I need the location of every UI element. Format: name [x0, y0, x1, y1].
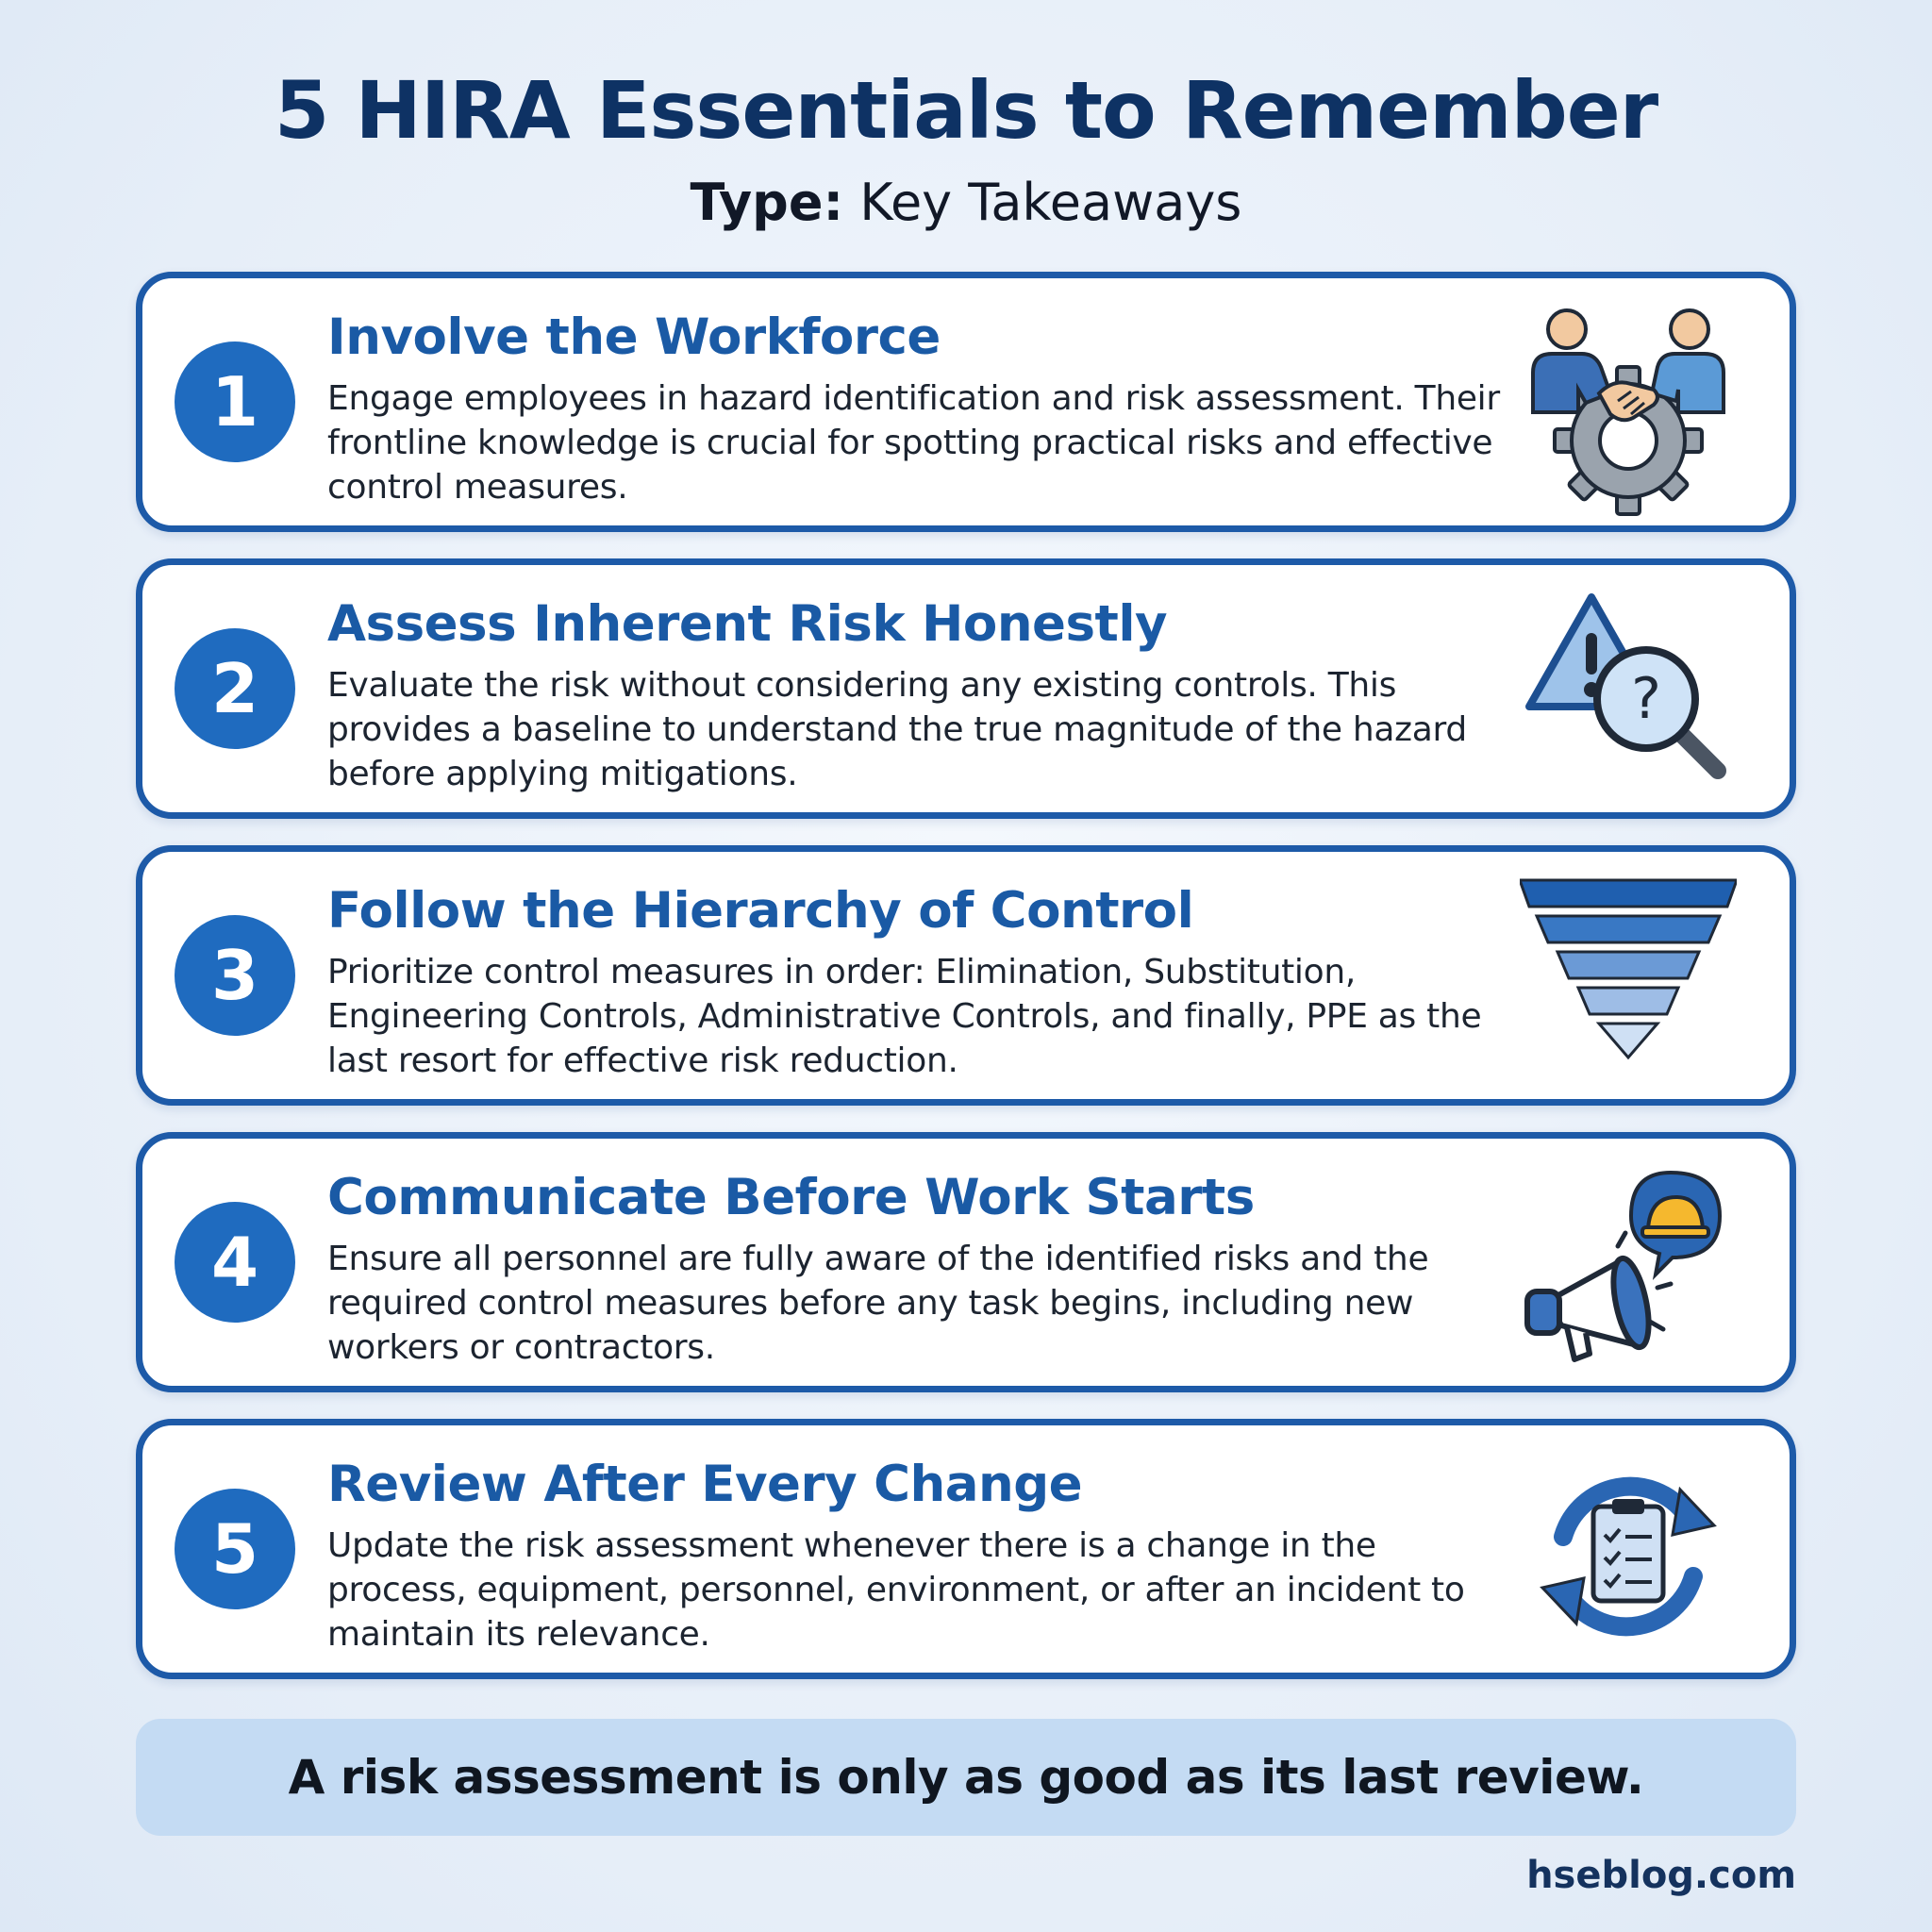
megaphone-hardhat-icon — [1520, 1159, 1737, 1376]
subtitle-value: Key Takeaways — [843, 173, 1242, 232]
takeaway-banner: A risk assessment is only as good as its last review. — [136, 1719, 1796, 1836]
number-badge: 3 — [175, 915, 295, 1036]
takeaway-card-1 — [136, 272, 1796, 532]
clipboard-cycle-icon — [1520, 1446, 1737, 1663]
card-title: Communicate Before Work Starts — [327, 1169, 1255, 1226]
takeaway-card-3 — [136, 845, 1796, 1106]
number-badge: 5 — [175, 1489, 295, 1609]
number-badge: 2 — [175, 628, 295, 749]
takeaway-card-4 — [136, 1132, 1796, 1392]
warning-magnifier-icon — [1520, 586, 1737, 803]
takeaway-list — [136, 272, 1796, 1706]
card-title: Involve the Workforce — [327, 308, 941, 366]
card-description: Update the risk assessment whenever there is a change in the process, equipment, personnel, environment, or after an incident to maintain its relevance. — [327, 1526, 1465, 1654]
page-title: 5 HIRA Essentials to Remember — [274, 64, 1658, 157]
card-title: Follow the Hierarchy of Control — [327, 882, 1194, 940]
card-description: Prioritize control measures in order: Elimination, Substitution, Engineering Controls, Administrative Controls, and finally, PPE as the last resort for effective risk reduction. — [327, 953, 1482, 1080]
subtitle-label: Type: — [690, 173, 844, 232]
site-url: hseblog.com — [1526, 1854, 1796, 1897]
number-badge: 1 — [175, 341, 295, 462]
svg-text:?: ? — [1631, 666, 1661, 732]
number-badge: 4 — [175, 1202, 295, 1323]
card-description: Ensure all personnel are fully aware of the identified risks and the required control measures before any task begins, including new workers or contractors. — [327, 1240, 1429, 1367]
card-title: Review After Every Change — [327, 1456, 1083, 1513]
card-description: Evaluate the risk without considering any existing controls. This provides a baseline to understand the true magnitude of the hazard before applying mitigations. — [327, 666, 1467, 793]
page-subtitle — [0, 170, 1932, 236]
card-title: Assess Inherent Risk Honestly — [327, 595, 1168, 653]
takeaway-card-5 — [136, 1419, 1796, 1679]
inverted-pyramid-icon — [1520, 873, 1737, 1090]
takeaway-card-2 — [136, 558, 1796, 819]
card-description: Engage employees in hazard identification and risk assessment. Their frontline knowledge is crucial for spotting practical risks and effective control measures. — [327, 379, 1500, 507]
handshake-gear-icon — [1520, 299, 1737, 516]
